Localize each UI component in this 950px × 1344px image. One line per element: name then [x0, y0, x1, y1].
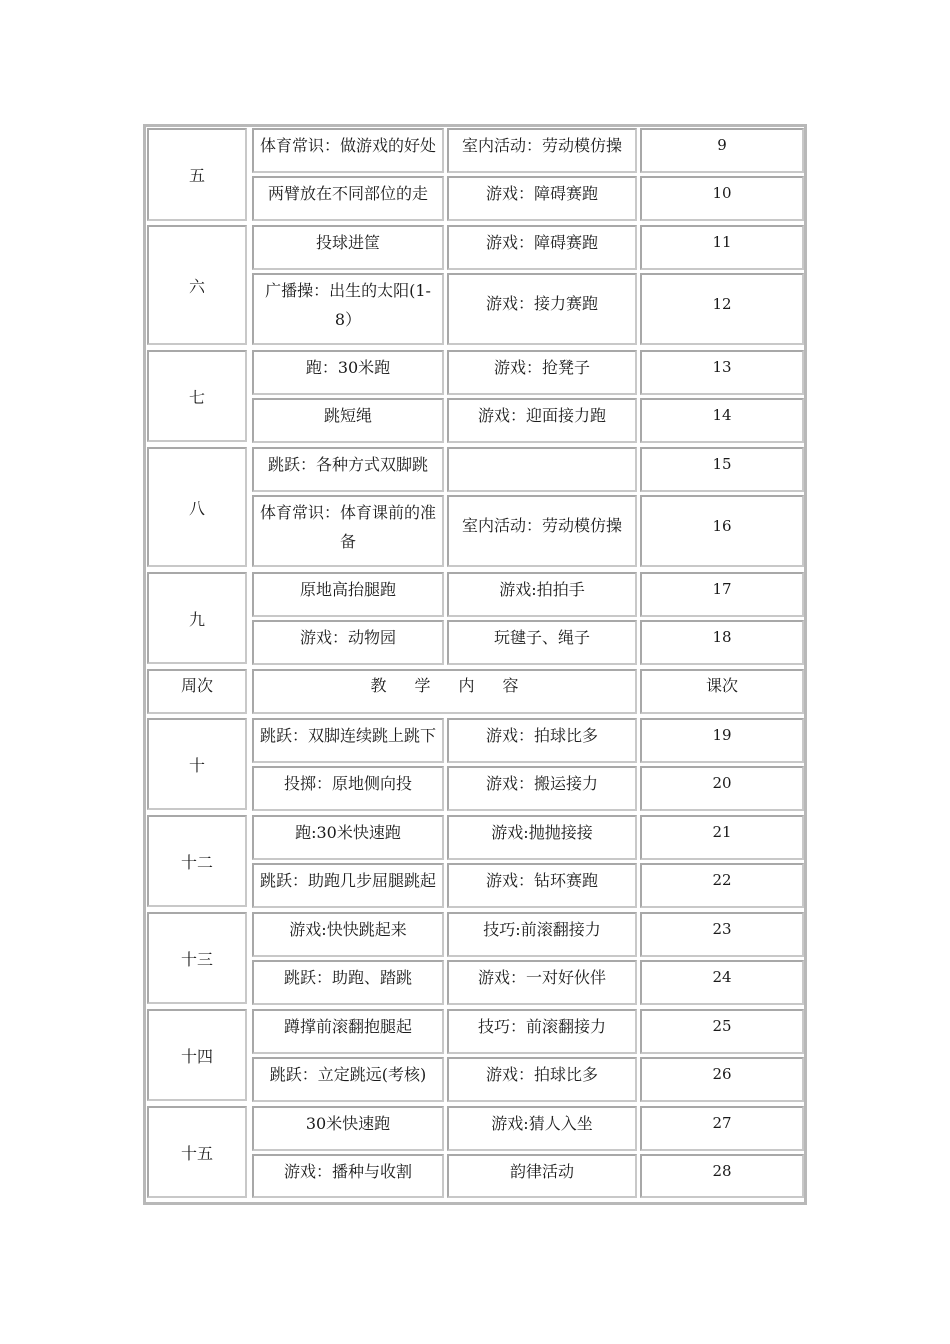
lesson-number: 28 [640, 1154, 804, 1198]
activity-cell: 游戏：迎面接力跑 [447, 398, 637, 443]
content-cell: 游戏：动物园 [252, 620, 444, 665]
content-cell: 跳短绳 [252, 398, 444, 443]
content-cell: 跳跃：助跑、踏跳 [252, 960, 444, 1005]
content-cell: 体育常识：体育课前的准备 [252, 495, 444, 567]
content-cell: 蹲撑前滚翻抱腿起 [252, 1009, 444, 1054]
header-content: 教学内容 [252, 669, 637, 714]
lesson-number: 22 [640, 863, 804, 908]
activity-cell: 游戏：一对好伙伴 [447, 960, 637, 1005]
week-label: 六 [147, 225, 247, 345]
activity-cell: 游戏:猜人入坐 [447, 1106, 637, 1151]
lesson-number: 23 [640, 912, 804, 957]
activity-cell: 游戏：障碍赛跑 [447, 225, 637, 270]
header-week: 周次 [147, 669, 247, 714]
content-cell: 跑：30米跑 [252, 350, 444, 395]
lesson-number: 14 [640, 398, 804, 443]
activity-cell: 游戏：拍球比多 [447, 1057, 637, 1102]
week-label: 七 [147, 350, 247, 442]
activity-cell: 游戏：接力赛跑 [447, 273, 637, 345]
activity-cell: 游戏:拍拍手 [447, 572, 637, 617]
lesson-number: 17 [640, 572, 804, 617]
activity-cell: 室内活动：劳动模仿操 [447, 495, 637, 567]
week-label: 十四 [147, 1009, 247, 1101]
week-label: 八 [147, 447, 247, 567]
lesson-number: 12 [640, 273, 804, 345]
lesson-number: 13 [640, 350, 804, 395]
lesson-number: 15 [640, 447, 804, 492]
content-cell: 投掷：原地侧向投 [252, 766, 444, 811]
content-cell: 体育常识：做游戏的好处 [252, 128, 444, 173]
content-cell: 两臂放在不同部位的走 [252, 176, 444, 221]
content-cell: 跳跃：双脚连续跳上跳下 [252, 718, 444, 763]
content-cell: 跳跃：各种方式双脚跳 [252, 447, 444, 492]
activity-cell: 技巧：前滚翻接力 [447, 1009, 637, 1054]
week-label: 十 [147, 718, 247, 810]
content-cell: 30米快速跑 [252, 1106, 444, 1151]
content-cell: 跳跃：立定跳远(考核) [252, 1057, 444, 1102]
content-cell: 游戏：播种与收割 [252, 1154, 444, 1198]
lesson-number: 27 [640, 1106, 804, 1151]
lesson-number: 25 [640, 1009, 804, 1054]
lesson-number: 10 [640, 176, 804, 221]
lesson-number: 20 [640, 766, 804, 811]
week-label: 九 [147, 572, 247, 664]
lesson-number: 11 [640, 225, 804, 270]
content-cell: 原地高抬腿跑 [252, 572, 444, 617]
content-cell: 跳跃：助跑几步屈腿跳起 [252, 863, 444, 908]
activity-cell: 室内活动：劳动模仿操 [447, 128, 637, 173]
lesson-number: 9 [640, 128, 804, 173]
activity-cell [447, 447, 637, 492]
content-cell: 投球进筐 [252, 225, 444, 270]
activity-cell: 韵律活动 [447, 1154, 637, 1198]
week-label: 五 [147, 128, 247, 221]
week-label: 十五 [147, 1106, 247, 1198]
activity-cell: 游戏：钻环赛跑 [447, 863, 637, 908]
lesson-number: 24 [640, 960, 804, 1005]
activity-cell: 玩毽子、绳子 [447, 620, 637, 665]
week-label: 十二 [147, 815, 247, 907]
lesson-number: 26 [640, 1057, 804, 1102]
activity-cell: 游戏:抛抛接接 [447, 815, 637, 860]
activity-cell: 游戏：抢凳子 [447, 350, 637, 395]
content-cell: 游戏:快快跳起来 [252, 912, 444, 957]
activity-cell: 技巧:前滚翻接力 [447, 912, 637, 957]
content-cell: 广播操：出生的太阳(1-8） [252, 273, 444, 345]
lesson-number: 16 [640, 495, 804, 567]
week-label: 十三 [147, 912, 247, 1004]
activity-cell: 游戏：搬运接力 [447, 766, 637, 811]
content-cell: 跑:30米快速跑 [252, 815, 444, 860]
lesson-number: 21 [640, 815, 804, 860]
header-lesson: 课次 [640, 669, 804, 714]
lesson-number: 19 [640, 718, 804, 763]
lesson-number: 18 [640, 620, 804, 665]
activity-cell: 游戏：拍球比多 [447, 718, 637, 763]
activity-cell: 游戏：障碍赛跑 [447, 176, 637, 221]
